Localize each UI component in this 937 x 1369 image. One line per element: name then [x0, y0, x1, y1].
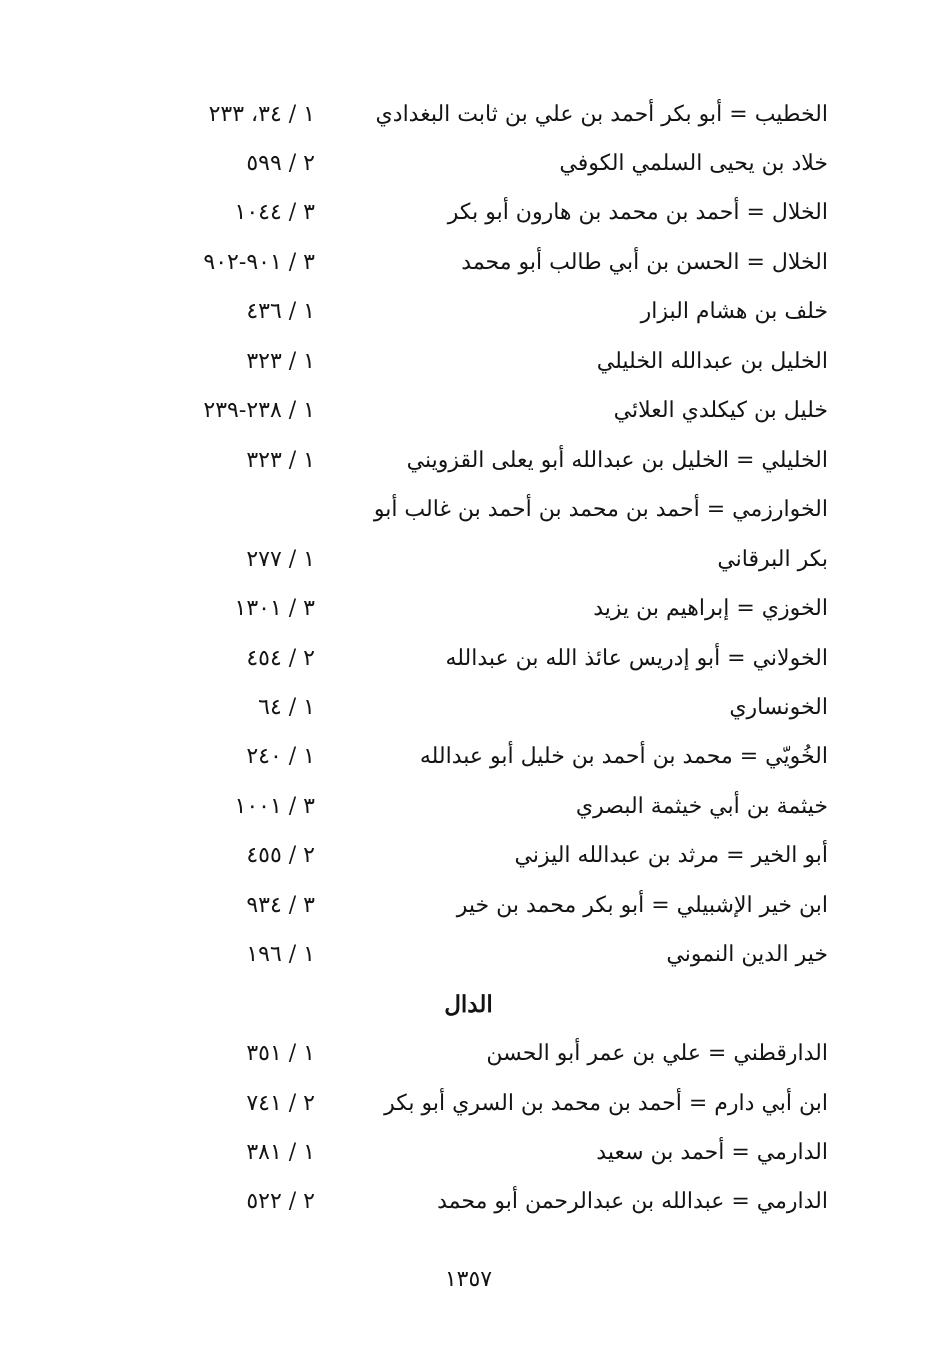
index-entry — [0, 292, 937, 332]
entry-reference: ١ / ١٩٦ — [246, 942, 315, 967]
entry-reference: ١ / ٣٤، ٢٣٣ — [208, 102, 315, 127]
entry-reference: ٣ / ١٣٠١ — [234, 596, 315, 621]
entry-name: الدارقطني = علي بن عمر أبو الحسن — [486, 1041, 828, 1066]
section-heading: الدال — [444, 991, 493, 1018]
entry-reference: ١ / ٣٢٣ — [246, 448, 315, 473]
index-entry — [0, 490, 937, 530]
index-entry — [0, 391, 937, 431]
entry-name: الخولاني = أبو إدريس عائذ الله بن عبدالله — [445, 646, 828, 671]
entry-name: الدارمي = أحمد بن سعيد — [596, 1140, 828, 1165]
entry-reference: ١ / ٣٢٣ — [246, 349, 315, 374]
index-entry — [0, 737, 937, 777]
entry-name: الخلال = الحسن بن أبي طالب أبو محمد — [461, 250, 828, 275]
index-entry — [0, 342, 937, 382]
entry-name: خلاد بن يحيى السلمي الكوفي — [559, 151, 828, 176]
entry-reference: ٣ / ١٠٤٤ — [234, 200, 315, 225]
entry-reference: ٢ / ٥٢٢ — [246, 1189, 315, 1214]
page-number: ١٣٥٧ — [444, 1267, 493, 1292]
index-entry — [0, 144, 937, 184]
entry-reference: ٣ / ٩٠١-٩٠٢ — [203, 250, 315, 275]
entry-reference: ١ / ٣٥١ — [246, 1041, 315, 1066]
entry-name: خلف بن هشام البزار — [640, 299, 828, 324]
entry-reference: ٣ / ٩٣٤ — [246, 893, 315, 918]
index-entry — [0, 193, 937, 233]
entry-reference: ٢ / ٧٤١ — [246, 1091, 315, 1116]
index-entry — [0, 787, 937, 827]
entry-name: الخلال = أحمد بن محمد بن هارون أبو بكر — [447, 200, 828, 225]
index-entry — [0, 1034, 937, 1074]
entry-name: ابن خير الإشبيلي = أبو بكر محمد بن خير — [456, 893, 828, 918]
entry-reference: ١ / ٢٣٨-٢٣٩ — [203, 398, 315, 423]
entry-name: الخليلي = الخليل بن عبدالله أبو يعلى القزويني — [406, 448, 828, 473]
entry-name: خير الدين النموني — [666, 942, 828, 967]
entry-name: الخوارزمي = أحمد بن محمد بن أحمد بن غالب أبو — [373, 497, 828, 522]
index-entry — [0, 1133, 937, 1173]
entry-name: الخليل بن عبدالله الخليلي — [596, 349, 828, 374]
entry-name: الخطيب = أبو بكر أحمد بن علي بن ثابت البغدادي — [375, 102, 828, 127]
entry-name: خليل بن كيكلدي العلائي — [613, 398, 828, 423]
index-entry — [0, 836, 937, 876]
index-entry — [0, 1084, 937, 1124]
entry-reference: ١ / ٦٤ — [258, 695, 315, 720]
index-entry — [0, 243, 937, 283]
index-entry — [0, 935, 937, 975]
index-entry — [0, 688, 937, 728]
entry-name: الخونساري — [729, 695, 828, 720]
entry-name: الخُويّي = محمد بن أحمد بن خليل أبو عبدالله — [419, 744, 828, 769]
entry-reference: ٢ / ٥٩٩ — [246, 151, 315, 176]
entry-name: أبو الخير = مرثد بن عبدالله اليزني — [514, 843, 828, 868]
entry-name: ابن أبي دارم = أحمد بن محمد بن السري أبو بكر — [384, 1091, 828, 1116]
index-entry — [0, 1182, 937, 1222]
entry-reference: ٢ / ٤٥٥ — [246, 843, 315, 868]
entry-reference: ١ / ٤٣٦ — [246, 299, 315, 324]
entry-reference: ١ / ٣٨١ — [246, 1140, 315, 1165]
entry-reference: ٣ / ١٠٠١ — [234, 794, 315, 819]
entry-reference: ١ / ٢٤٠ — [246, 744, 315, 769]
entry-name: الخوزي = إبراهيم بن يزيد — [593, 596, 828, 621]
index-entry-continuation — [0, 540, 937, 580]
index-entry — [0, 95, 937, 135]
index-entry — [0, 886, 937, 926]
entry-reference: ٢ / ٤٥٤ — [246, 646, 315, 671]
index-entry — [0, 589, 937, 629]
entry-name: خيثمة بن أبي خيثمة البصري — [575, 794, 828, 819]
entry-name: بكر البرقاني — [717, 547, 828, 572]
entry-reference: ١ / ٢٧٧ — [246, 547, 315, 572]
index-entry — [0, 441, 937, 481]
index-entry — [0, 639, 937, 679]
entry-name: الدارمي = عبدالله بن عبدالرحمن أبو محمد — [437, 1189, 828, 1214]
